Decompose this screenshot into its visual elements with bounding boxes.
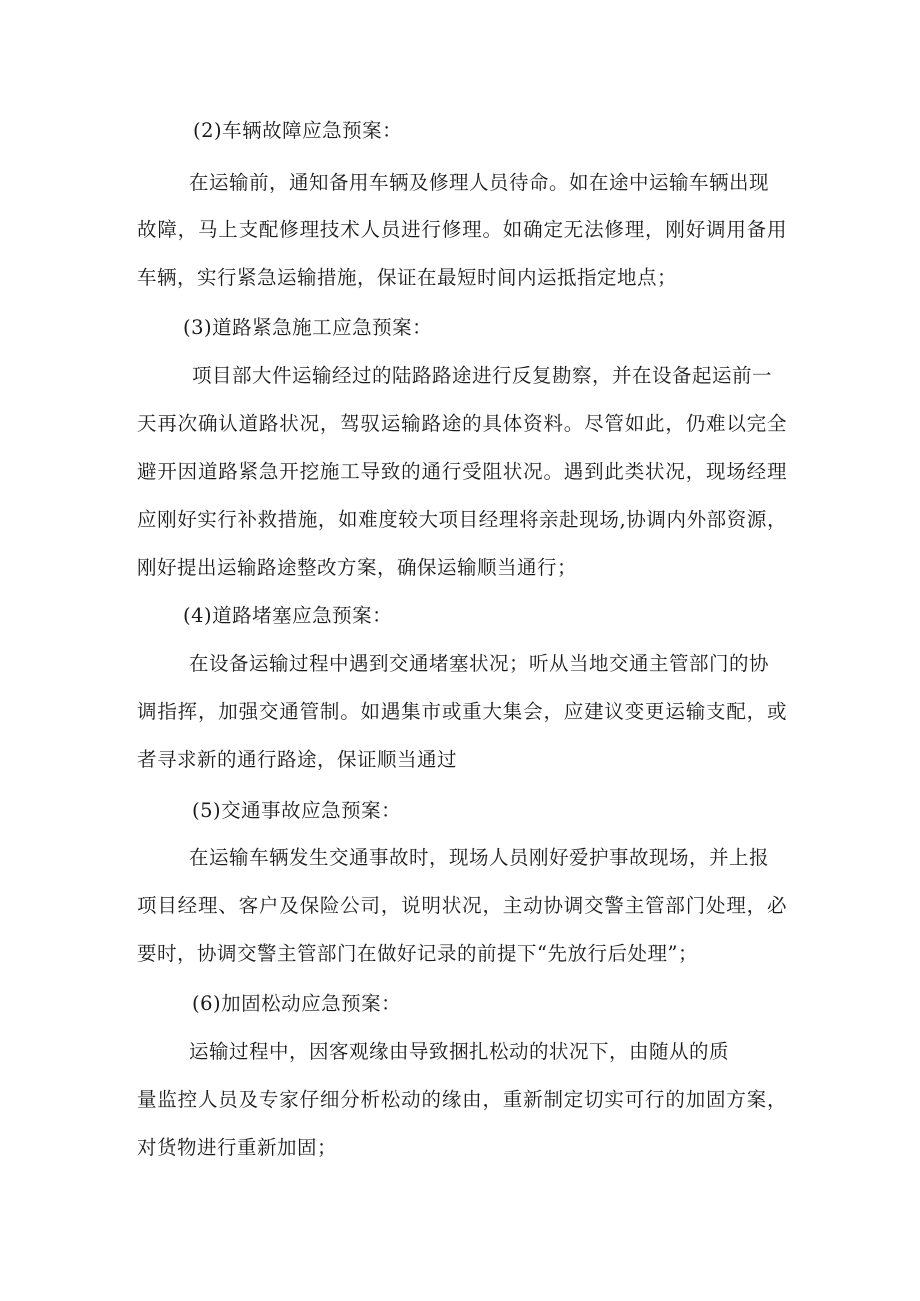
paragraph-line: 者寻求新的通行路途，保证顺当通过 bbox=[137, 748, 458, 771]
paragraph-line: 车辆，实行紧急运输措施，保证在最短时间内运抵指定地点； bbox=[137, 266, 678, 289]
paragraph-line: 调指挥，加强交通管制。如遇集市或重大集会，应建议变更运输支配，或 bbox=[137, 700, 787, 723]
paragraph-line: 在运输前，通知备用车辆及修理人员待命。如在途中运输车辆出现 bbox=[189, 171, 770, 194]
paragraph-line: 避开因道路紧急开挖施工导致的通行受阻状况。遇到此类状况，现场经理 bbox=[137, 460, 787, 483]
paragraph-line: 应刚好实行补救措施，如难度较大项目经理将亲赴现场,协调内外部资源， bbox=[137, 508, 787, 531]
paragraph-line: 项目经理、客户及保险公司，说明状况，主动协调交警主管部门处理，必 bbox=[137, 894, 787, 917]
section-heading-5: (5)交通事故应急预案： bbox=[192, 799, 402, 822]
section-heading-6: (6)加固松动应急预案： bbox=[192, 992, 402, 1015]
section-heading-2: (2)车辆故障应急预案： bbox=[193, 119, 403, 142]
section-heading-4: (4)道路堵塞应急预案： bbox=[183, 604, 393, 627]
paragraph-line: 天再次确认道路状况，驾驭运输路途的具体资料。尽管如此，仍难以完全 bbox=[137, 412, 787, 435]
paragraph-line: 项目部大件运输经过的陆路路途进行反复勘察，并在设备起运前一 bbox=[192, 364, 773, 387]
section-heading-3: (3)道路紧急施工应急预案： bbox=[183, 316, 433, 339]
paragraph-line: 运输过程中，因客观缘由导致捆扎松动的状况下，由随从的质 bbox=[189, 1040, 730, 1063]
paragraph-line: 在设备运输过程中遇到交通堵塞状况；听从当地交通主管部门的协 bbox=[189, 652, 770, 675]
paragraph-line: 要时，协调交警主管部门在做好记录的前提下“先放行后处理”； bbox=[137, 942, 698, 965]
paragraph-line: 对货物进行重新加固； bbox=[137, 1136, 338, 1159]
paragraph-line: 刚好提出运输路途整改方案，确保运输顺当通行； bbox=[137, 556, 578, 579]
paragraph-line: 故障，马上支配修理技术人员进行修理。如确定无法修理，刚好调用备用 bbox=[137, 218, 787, 241]
paragraph-line: 量监控人员及专家仔细分析松动的缘由，重新制定切实可行的加固方案， bbox=[137, 1088, 787, 1111]
paragraph-line: 在运输车辆发生交通事故时，现场人员刚好爱护事故现场，并上报 bbox=[189, 846, 770, 869]
